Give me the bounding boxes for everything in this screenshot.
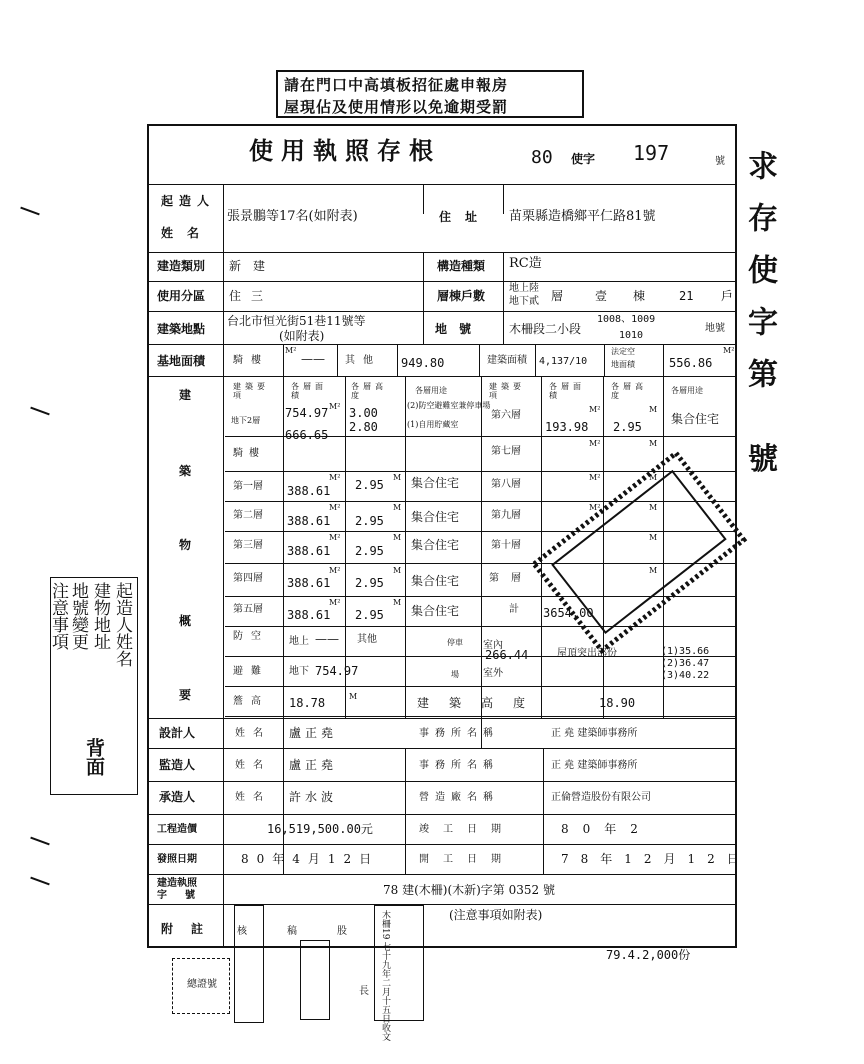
col-header-use: 各層用途 (415, 386, 447, 395)
construction-type-label: 建造類別 (157, 259, 206, 273)
seal-stamp-left (234, 905, 264, 1023)
lot-numbers-1: 1008、1009 (597, 314, 656, 325)
floor-area: 666.65 (285, 428, 329, 442)
address-label: 住址 (439, 210, 492, 224)
unit-m: M (649, 473, 658, 482)
unit-m: M (349, 692, 358, 701)
section-char-1: 建 (179, 388, 192, 402)
col-header-item: 建築要項 (233, 382, 269, 400)
office-label: 事務所名稱 (419, 728, 499, 739)
zone-label: 使用分區 (157, 289, 206, 303)
cost-value: 16,519,500.00元 (267, 822, 373, 836)
parking-label2: 場 (451, 670, 459, 679)
unit-m: M (393, 566, 402, 575)
floors-below: 地下貳 (509, 296, 539, 307)
supervisor-name: 盧正堯 (289, 758, 338, 772)
arcade-unit: M² (285, 346, 297, 355)
appendix-char: 核 (237, 926, 247, 937)
permit-word: 使字 (571, 152, 596, 166)
floor-use: 集合住宅 (671, 412, 720, 426)
shelter-label1: 防空 (233, 631, 269, 642)
unit-m: M (649, 405, 658, 414)
issue-value: 80年4月12日 (241, 852, 380, 866)
parking-label1: 停車 (447, 638, 463, 647)
building-height-value: 18.90 (599, 696, 636, 710)
unit-m: M (649, 533, 658, 542)
permit-ref-value: 78 建(木柵)(木新)字第 0352 號 (383, 883, 555, 897)
unit-m: M (393, 533, 402, 542)
floor-height: 2.95 (613, 420, 642, 434)
start-value: 78年12月12日 (561, 852, 751, 866)
top-notice-line1: 請在門口中高填板招征處申報房 (284, 76, 509, 94)
applicant-label-top: 起造人 (161, 194, 216, 208)
floor-name: 第一層 (233, 481, 263, 492)
floor-use: 集合住宅 (411, 476, 460, 490)
floor-name: 第六層 (491, 410, 521, 421)
cost-label: 工程造價 (157, 824, 197, 835)
appendix-label: 附註 (161, 922, 222, 936)
issue-label: 發照日期 (157, 854, 197, 865)
floor-area: 388.61 (287, 514, 331, 528)
floor-total-area: 3654.00 (543, 606, 594, 620)
contractor-label: 承造人 (159, 790, 196, 804)
unit-sqm: M² (589, 503, 601, 512)
floor-area: 388.61 (287, 544, 331, 558)
permit-ref-label1: 建造執照 (157, 878, 197, 889)
floor-name: 第三層 (233, 540, 263, 551)
permit-ref-label2: 字號 (157, 890, 213, 901)
floor-area: 388.61 (287, 484, 331, 498)
unit-m: M (649, 566, 658, 575)
date-stamp-text: 木柵19 七十九年二月十五日收文 (380, 910, 390, 1042)
floor-use: (2)防空避難室兼停車場 (407, 401, 491, 410)
legal-label-top: 法定空 (611, 347, 635, 356)
floors-unit: 層 (551, 289, 564, 303)
side-note-col2: 建物地址 (90, 582, 110, 650)
shelter-other-label: 其他 (357, 634, 377, 645)
floor-height: 2.95 (355, 608, 384, 622)
approval-stamp-inner (553, 471, 726, 632)
approval-stamp-frame (534, 453, 744, 651)
floor-height: 2.95 (355, 544, 384, 558)
floors-above: 地上陸 (509, 283, 539, 294)
households-count: 21 (679, 289, 694, 303)
unit-sqm: M² (329, 566, 341, 575)
location-line2: (如附表) (279, 329, 325, 343)
margin-mark (30, 877, 49, 886)
side-note-col4: 注意事項 (48, 582, 68, 650)
floor-use: 集合住宅 (411, 604, 460, 618)
side-note (50, 577, 138, 795)
floor-name: 地下2層 (231, 416, 261, 425)
permit-number: 197 (633, 141, 670, 165)
legal-value: 556.86 (669, 356, 713, 370)
applicant-name: 張景鵬等17名(如附表) (227, 209, 358, 224)
unit-sqm: M² (589, 405, 601, 414)
legal-unit: M² (723, 346, 735, 355)
unit-m: M (393, 473, 402, 482)
floor-area: 388.61 (287, 576, 331, 590)
margin-mark (30, 407, 49, 416)
floor-name: 第七層 (491, 446, 521, 457)
margin-mark (20, 207, 39, 216)
supervisor-office: 正 堯 建築師事務所 (551, 760, 638, 771)
floor-name: 騎樓 (233, 448, 265, 459)
floor-total-label: 計 (509, 604, 519, 615)
col-header-item-right: 建築要項 (489, 382, 525, 400)
date-stamp (374, 905, 424, 1042)
col-header-area: 各層面積 (291, 382, 327, 400)
name-label: 姓名 (235, 760, 271, 771)
floor-name: 第八層 (491, 479, 521, 490)
approval-stamp (520, 430, 750, 680)
permit-year: 80 (531, 147, 553, 168)
unit-m: M (393, 503, 402, 512)
area-label: 基地面積 (157, 354, 206, 368)
unit-m: M (649, 439, 658, 448)
lot-unit: 地號 (705, 323, 725, 334)
shelter-below-value: 754.97 (315, 664, 359, 678)
other-value: 949.80 (401, 356, 445, 370)
building-height-label: 建築高度 (417, 696, 546, 710)
unit-m: M (393, 598, 402, 607)
parking-indoor-label: 室內 (483, 640, 503, 651)
location-line1: 台北市恒光街51巷11號等 (227, 314, 366, 328)
floor-use: 集合住宅 (411, 510, 460, 524)
unit-sqm: M² (329, 503, 341, 512)
floor-use: (1)自用貯藏室 (407, 420, 459, 429)
designer-label: 設計人 (159, 726, 196, 740)
floor-use: 集合住宅 (411, 538, 460, 552)
name-label: 姓名 (235, 792, 271, 803)
floor-name: 第五層 (233, 604, 263, 615)
built-area-value: 4,137/10 (539, 356, 588, 367)
floor-height: 2.95 (355, 478, 384, 492)
floor-use: 集合住宅 (411, 574, 460, 588)
col-header-use-right: 各層用途 (671, 386, 703, 395)
floor-name: 第層 (489, 573, 533, 584)
appendix-char: 稿 (287, 926, 297, 937)
office-label: 事務所名稱 (419, 760, 499, 771)
start-label: 開工日期 (419, 854, 515, 865)
arcade-label: 騎樓 (233, 355, 269, 366)
shelter-above-label: 地上 (289, 636, 309, 647)
floor-name: 第二層 (233, 510, 263, 521)
eave-value: 18.78 (289, 696, 326, 710)
print-info: 79.4.2,000份 (606, 948, 691, 962)
roof-value: (2)36.47 (661, 658, 710, 669)
arcade-value: —— (301, 352, 325, 366)
floors-label: 層棟戶數 (437, 289, 486, 303)
floor-height: 2.80 (349, 420, 378, 434)
contractor-name: 許水波 (289, 790, 338, 804)
floor-area: 388.61 (287, 608, 331, 622)
unit-sqm: M² (329, 533, 341, 542)
designer-office: 正 堯 建築師事務所 (551, 728, 638, 739)
appendix-char: 股 (337, 926, 347, 937)
section-char-3: 物 (179, 538, 192, 552)
lot-numbers-2: 1010 (619, 330, 644, 341)
name-label: 姓名 (235, 728, 271, 739)
eave-label: 簷高 (233, 696, 269, 707)
side-note-col3: 地號變更 (68, 582, 88, 650)
built-area-label: 建築面積 (487, 355, 527, 366)
contractor-company: 正倫營造股份有限公司 (551, 792, 651, 803)
legal-label-bottom: 地面積 (611, 360, 635, 369)
parking-outdoor-label: 室外 (483, 668, 503, 679)
floor-name: 第四層 (233, 573, 263, 584)
location-label: 建築地點 (157, 322, 206, 336)
buildings-count: 壹 (595, 289, 608, 303)
designer-name: 盧正堯 (289, 726, 338, 740)
section-char-4: 概 (179, 614, 192, 628)
floor-height: 3.00 (349, 406, 378, 420)
roof-value: (3)40.22 (661, 670, 710, 681)
applicant-label-bottom: 姓名 (161, 226, 214, 240)
unit-sqm: M² (589, 439, 601, 448)
floor-name: 第十層 (491, 540, 521, 551)
right-margin-handwriting: 求存使字第 號 (742, 150, 777, 495)
structure-value: RC造 (509, 256, 542, 271)
applicant-address: 苗栗縣造橋鄉平仁路81號 (509, 209, 656, 224)
col-header-area-right: 各層面積 (549, 382, 585, 400)
floor-height: 2.95 (355, 576, 384, 590)
shelter-above-value: —— (315, 632, 339, 646)
completion-value: 80年2 (561, 822, 652, 836)
floor-height: 2.95 (355, 514, 384, 528)
appendix-note: (注意事項如附表) (449, 908, 543, 922)
structure-label: 構造種類 (437, 259, 486, 273)
unit-sqm: M² (329, 473, 341, 482)
side-note-back: 背面 (83, 738, 105, 776)
households-unit: 戶 (721, 289, 734, 303)
floor-name: 第九層 (491, 510, 521, 521)
unit-sqm: M² (329, 402, 341, 411)
lot-label: 地號 (435, 322, 484, 336)
top-notice-line2: 屋現佔及使用情形以免逾期受罰 (284, 98, 509, 116)
margin-mark (30, 837, 49, 846)
unit-m: M (649, 503, 658, 512)
other-label: 其他 (345, 355, 381, 366)
parking-indoor-value: 266.44 (485, 648, 529, 662)
side-note-col1: 起造人姓名 (112, 582, 132, 667)
permit-suffix: 號 (715, 156, 725, 167)
section-char-2: 築 (179, 464, 192, 478)
seal-stamp-middle (300, 940, 330, 1020)
zone-value: 住三 (229, 289, 274, 303)
roof-label: 屋頂突出部份 (557, 648, 617, 659)
col-header-height: 各層高度 (351, 382, 387, 400)
construction-type: 新建 (229, 259, 278, 273)
buildings-unit: 棟 (633, 289, 646, 303)
floor-area: 193.98 (545, 420, 589, 434)
lot-section: 木柵段二小段 (509, 322, 582, 336)
top-notice (276, 70, 584, 118)
unit-sqm: M² (589, 473, 601, 482)
shelter-below-label: 地下 (289, 666, 309, 677)
completion-label: 竣工日期 (419, 824, 515, 835)
floor-area: 754.97 (285, 406, 329, 420)
seal-stamp-corner (172, 958, 230, 1014)
form-title: 使用執照存根 (249, 136, 441, 165)
appendix-char: 長 (359, 986, 369, 997)
company-label: 營造廠名稱 (419, 792, 499, 803)
section-char-5: 要 (179, 688, 192, 702)
supervisor-label: 監造人 (159, 758, 196, 772)
col-header-height-right: 各層高度 (611, 382, 647, 400)
shelter-label2: 避難 (233, 666, 269, 677)
unit-sqm: M² (329, 598, 341, 607)
roof-value: (1)35.66 (661, 646, 710, 657)
seal-stamp-text: 總證號 (187, 979, 217, 990)
